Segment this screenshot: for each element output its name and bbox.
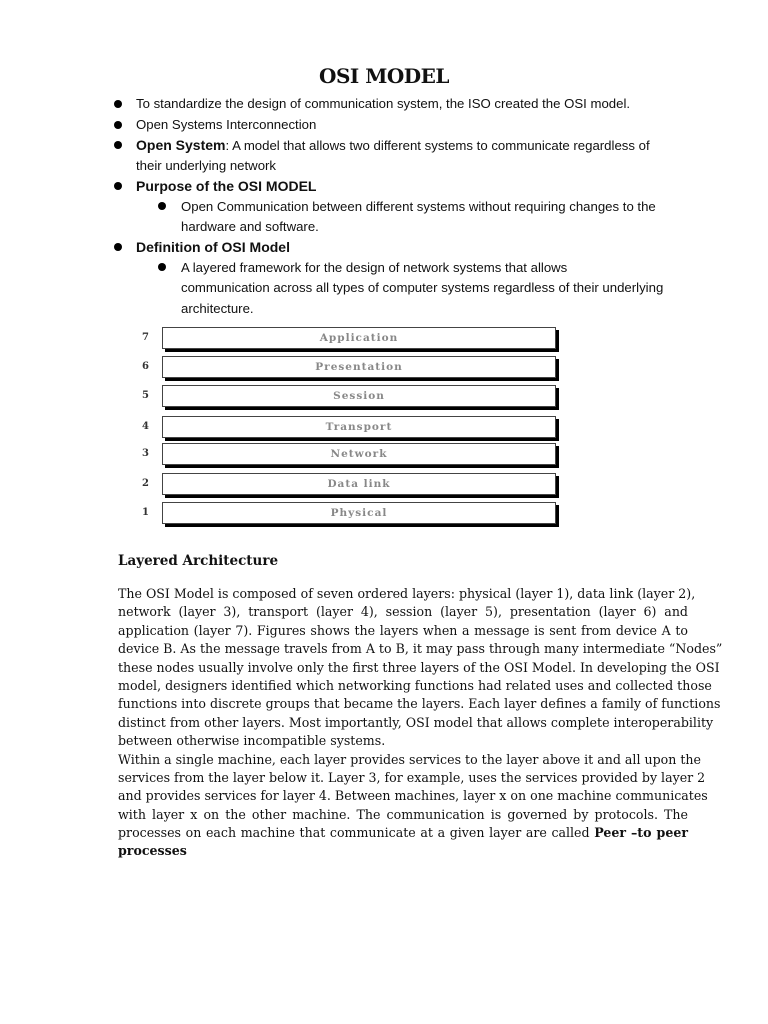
sub-bullet-item: A layered framework for the design of network systems that allows [181,260,568,275]
layer-number: 1 [142,507,149,518]
text-line: The OSI Model is composed of seven ordered layers: physical (layer 1), data link (layer 2), [118,586,696,601]
bullet-icon [114,243,122,251]
bullet-icon [158,263,166,271]
text-span: processes on each machine that communicate at a given layer are called [118,825,595,841]
layer-box-session: Session [162,385,556,407]
text-line: device B. As the message travels from A to B, it may pass through many intermediate “Nodes” [118,641,723,657]
bullet-item: To standardize the design of communication system, the ISO created the OSI model. [136,96,631,111]
bold-term: processes [118,843,187,859]
text-line [118,824,688,842]
bold-term: Peer –to peer [594,825,688,841]
layer-box-presentation: Presentation [162,356,556,378]
layer-box-physical: Physical [162,502,556,524]
text-line: functions into discrete groups that became the layers. Each layer defines a family of functions [118,696,721,712]
text-line: model, designers identified which networking functions had related uses and collected those [118,677,712,693]
sub-bullet-item: Open Communication between different systems without requiring changes to the [181,199,656,214]
text-line: application (layer 7). Figures shows the layers when a message is sent from device A to [118,622,688,638]
layer-number: 2 [142,478,149,489]
layer-box-data-link: Data link [162,473,556,495]
layer-box-network: Network [162,443,556,465]
osi-layers-diagram [138,326,568,531]
text-line: distinct from other layers. Most importantly, OSI model that allows complete interoperability [118,714,714,730]
text-line [118,842,688,860]
paragraph-layered-architecture [118,585,723,861]
text-line: services from the layer below it. Layer 3, for example, uses the services provided by layer 2 [118,769,706,785]
bullet-icon [158,202,166,210]
layer-number: 6 [142,361,149,372]
bullet-icon [114,100,122,108]
bullet-item: Open Systems Interconnection [136,117,317,132]
definition: : A model that allows two different systems to communicate regardless of [225,138,650,153]
layer-number: 4 [142,421,149,432]
layer-box-application: Application [162,327,556,349]
bullet-item [136,135,650,157]
text-line: Within a single machine, each layer provides services to the layer above it and all upon the [118,751,701,767]
document-title: OSI MODEL [319,64,449,88]
bullet-icon [114,121,122,129]
layer-number: 5 [142,390,149,401]
section-heading: Layered Architecture [118,553,279,569]
layer-number: 7 [142,332,149,343]
bullet-icon [114,182,122,190]
bullet-heading: Purpose of the OSI MODEL [136,178,317,194]
text-line: between otherwise incompatible systems. [118,733,386,749]
bullet-icon [114,141,122,149]
layer-number: 3 [142,448,149,459]
text-line: network (layer 3), transport (layer 4), session (layer 5), presentation (layer 6) and [118,604,688,620]
term: Open System [136,137,226,153]
bullet-heading: Definition of OSI Model [136,239,290,255]
text-line: with layer x on the other machine. The communication is governed by protocols. The [118,806,688,822]
layer-box-transport: Transport [162,416,556,438]
bullet-continuation: architecture. [181,301,254,316]
text-line: and provides services for layer 4. Between machines, layer x on one machine communicates [118,788,708,804]
bullet-continuation: their underlying network [136,158,277,173]
bullet-continuation: communication across all types of computer systems regardless of their underlying [181,280,664,295]
text-line: these nodes usually involve only the first three layers of the OSI Model. In developing the OSI [118,659,720,675]
bullet-continuation: hardware and software. [181,219,319,234]
